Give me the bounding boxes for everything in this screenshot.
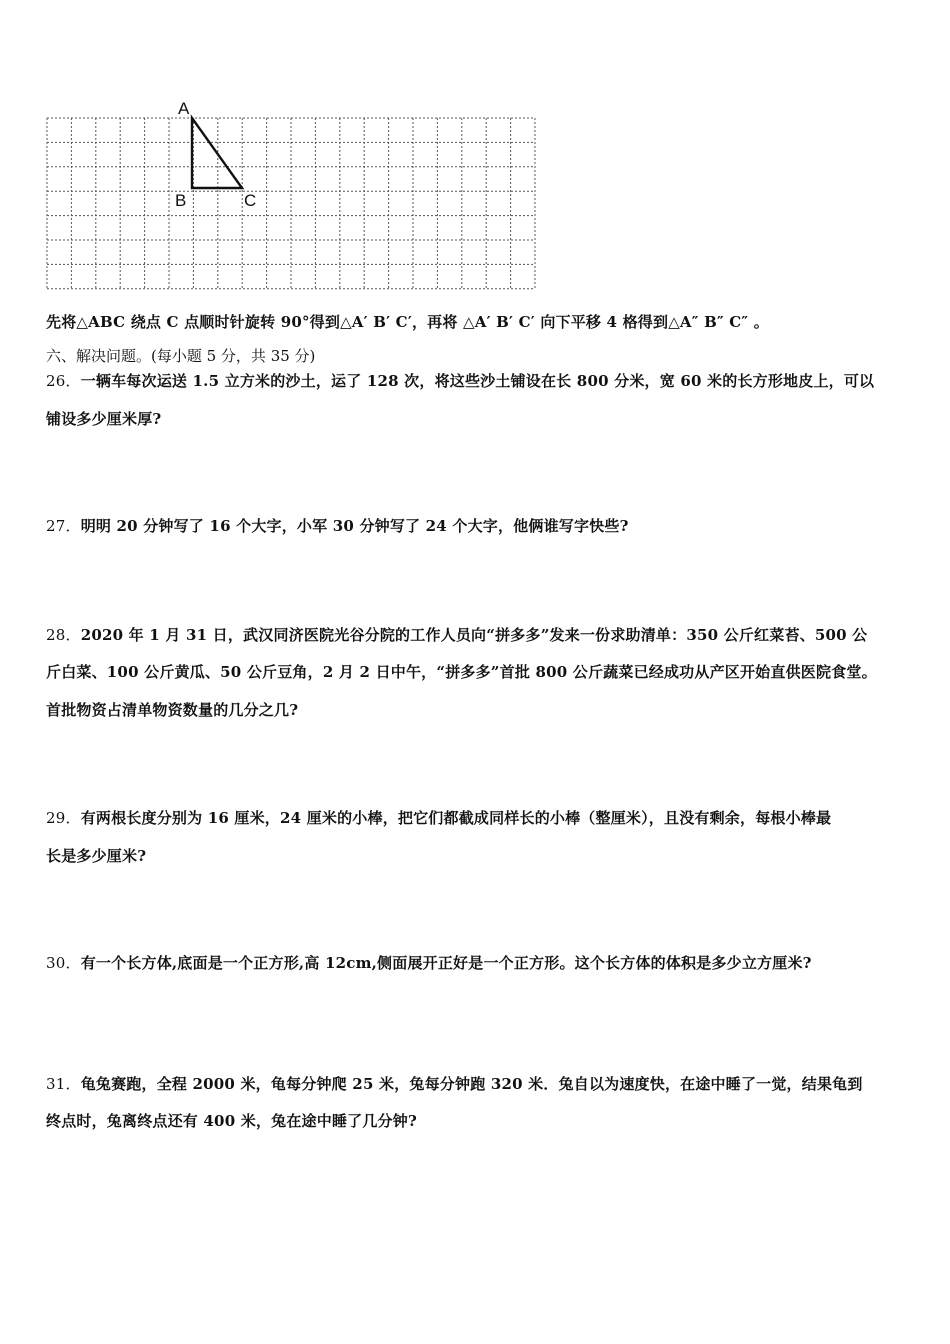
question-number: 31． [46, 1075, 81, 1093]
vertex-c-label: C [244, 191, 257, 210]
question-number: 27． [46, 517, 81, 535]
question-number: 29． [46, 809, 81, 827]
section-heading: 六、解决问题。(每小题 5 分，共 35 分) [46, 347, 316, 365]
figure-instruction: 先将△ABC 绕点 C 点顺时针旋转 90°得到△A′ B′ C′，再将 △A′ B′ C′ 向下平移 4 格得到△A″ B″ C″ 。 [46, 313, 769, 331]
grid-figure [40, 92, 540, 292]
question-number: 28． [46, 626, 81, 644]
question-28-line-3: 首批物资占清单物资数量的几分之几? [46, 701, 299, 719]
question-31-line-1: 31．龟兔赛跑，全程 2000 米，龟每分钟爬 25 米，兔每分钟跑 320 米．兔自以为速度快，在途中睡了一觉，结果龟到 [46, 1075, 863, 1093]
question-26-line-2: 铺设多少厘米厚? [46, 410, 162, 428]
question-28-line-1: 28．2020 年 1 月 31 日，武汉同济医院光谷分院的工作人员向“拼多多”发来一份求助清单：350 公斤红菜苔、500 公 [46, 626, 868, 644]
question-number: 30． [46, 954, 81, 972]
question-30-line-1: 30．有一个长方体,底面是一个正方形,高 12cm,侧面展开正好是一个正方形。这个长方体的体积是多少立方厘米? [46, 954, 812, 972]
question-number: 26． [46, 372, 81, 390]
vertex-b-label: B [175, 191, 187, 210]
question-29-line-2: 长是多少厘米? [46, 847, 147, 865]
question-26-line-1: 26．一辆车每次运送 1.5 立方米的沙土，运了 128 次，将这些沙土铺设在长 800 分米，宽 60 米的长方形地皮上，可以 [46, 372, 875, 390]
question-27-line-1: 27．明明 20 分钟写了 16 个大字，小军 30 分钟写了 24 个大字，他俩谁写字快些? [46, 517, 629, 535]
question-31-line-2: 终点时，兔离终点还有 400 米，兔在途中睡了几分钟? [46, 1112, 417, 1130]
vertex-a-label: A [178, 99, 190, 118]
triangle-abc [192, 118, 242, 188]
grid-lines [47, 118, 535, 289]
question-29-line-1: 29．有两根长度分别为 16 厘米，24 厘米的小棒，把它们都截成同样长的小棒（整厘米），且没有剩余，每根小棒最 [46, 809, 832, 827]
question-28-line-2: 斤白菜、100 公斤黄瓜、50 公斤豆角，2 月 2 日中午，“拼多多”首批 800 公斤蔬菜已经成功从产区开始直供医院食堂。 [46, 663, 877, 681]
